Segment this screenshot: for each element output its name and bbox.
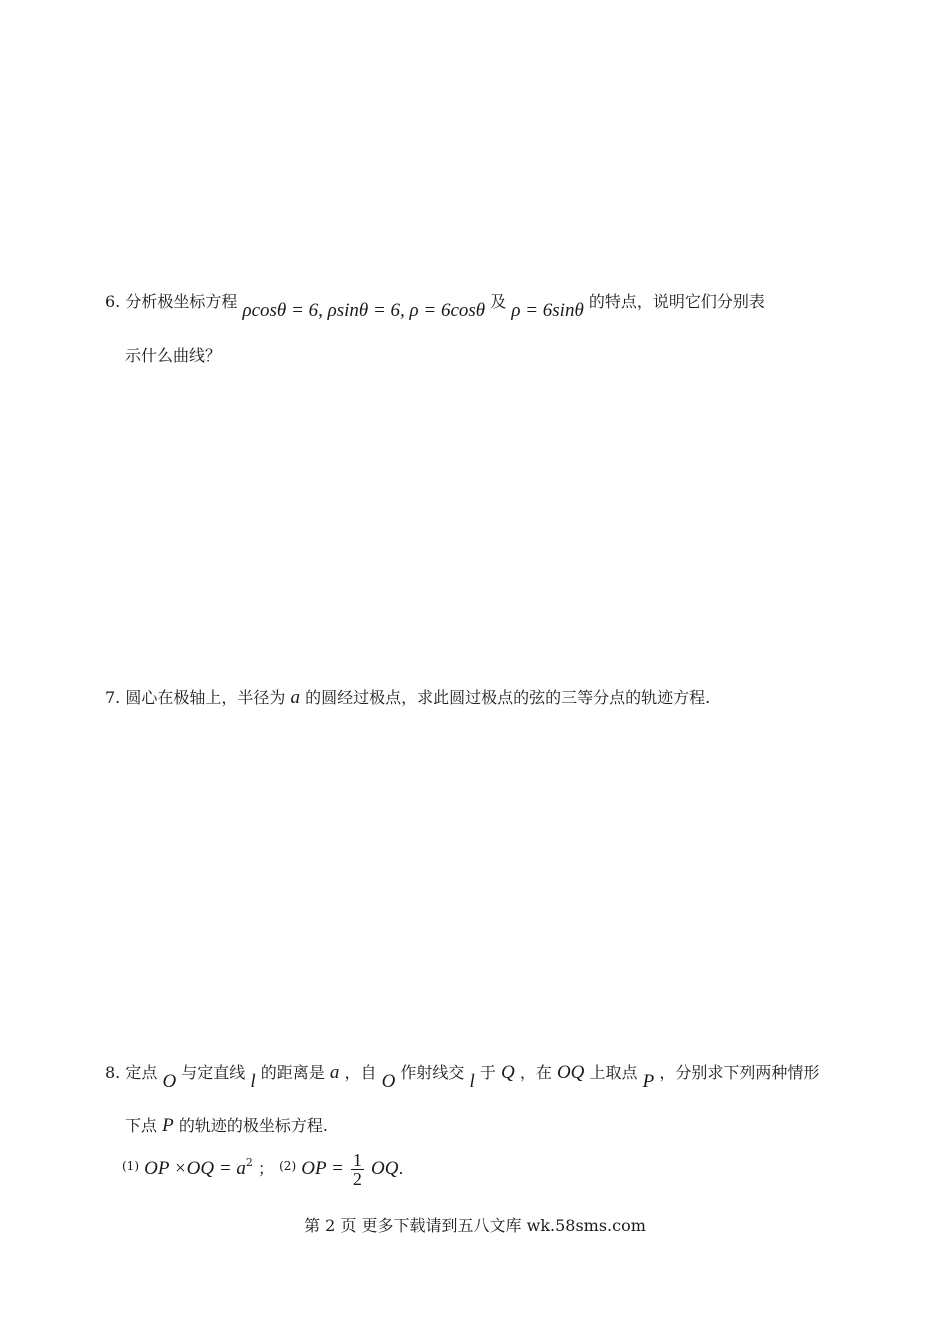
variable-l: l: [250, 1071, 256, 1092]
question-text: 的特点，说明它们分别表: [588, 292, 765, 311]
question-text: 上取点: [589, 1063, 638, 1082]
fraction-denominator: 2: [352, 1169, 362, 1189]
question-number: 7.: [105, 688, 121, 707]
part-1-equation: OP ×OQ = a: [144, 1158, 246, 1179]
segment-OQ: OQ: [556, 1062, 585, 1083]
question-8-line-2: [125, 1116, 328, 1136]
question-8-parts: [122, 1151, 404, 1188]
variable-a: a: [290, 687, 300, 708]
question-text: 与定直线: [181, 1063, 246, 1082]
part-1-label: (1): [122, 1159, 139, 1173]
variable-Q: Q: [501, 1062, 515, 1083]
fraction-numerator: 1: [352, 1150, 362, 1170]
question-6-line-2: [125, 346, 221, 366]
question-text: 示什么曲线？: [125, 346, 222, 365]
question-text: 圆心在极轴上，半径为: [125, 688, 286, 707]
question-text: ，分别求下列两种情形: [659, 1063, 820, 1082]
question-text: 于: [479, 1063, 496, 1082]
question-text: 作射线交: [400, 1063, 465, 1082]
question-7-line-1: [105, 688, 710, 708]
fraction-one-half: [351, 1151, 364, 1188]
question-text: 的轨迹的极坐标方程.: [178, 1116, 328, 1135]
page-footer: 第 2 页 更多下载请到五八文库 wk.58sms.com: [304, 1216, 646, 1235]
variable-O: O: [381, 1071, 396, 1092]
period: .: [398, 1159, 404, 1178]
question-number: 8.: [105, 1063, 121, 1082]
question-text: ，在: [519, 1063, 552, 1082]
part-2-equation-right: OQ: [370, 1158, 399, 1179]
polar-equation-formula: ρ = 6sinθ: [511, 300, 584, 321]
variable-P: P: [642, 1071, 655, 1092]
polar-equations-formula: ρcosθ = 6, ρsinθ = 6, ρ = 6cosθ: [242, 300, 486, 321]
variable-O: O: [162, 1071, 177, 1092]
question-text: 分析极坐标方程: [125, 292, 238, 311]
variable-P: P: [162, 1115, 174, 1136]
question-text: 定点: [125, 1063, 158, 1082]
question-text: 下点: [125, 1116, 158, 1135]
question-text: 及: [490, 292, 507, 311]
question-6-line-1: [105, 292, 765, 321]
question-number: 6.: [105, 292, 121, 311]
question-text: 的圆经过极点，求此圆过极点的弦的三等分点的轨迹方程.: [305, 688, 711, 707]
question-text: ，自: [344, 1063, 377, 1082]
question-text: 的距离是: [260, 1063, 325, 1082]
part-2-label: (2): [279, 1159, 297, 1173]
part-2-equation-left: OP =: [301, 1158, 344, 1179]
question-8-line-1: [105, 1062, 820, 1092]
exponent: 2: [245, 1156, 253, 1169]
separator: ；: [258, 1159, 275, 1178]
variable-a: a: [329, 1062, 340, 1083]
variable-l: l: [469, 1071, 475, 1092]
